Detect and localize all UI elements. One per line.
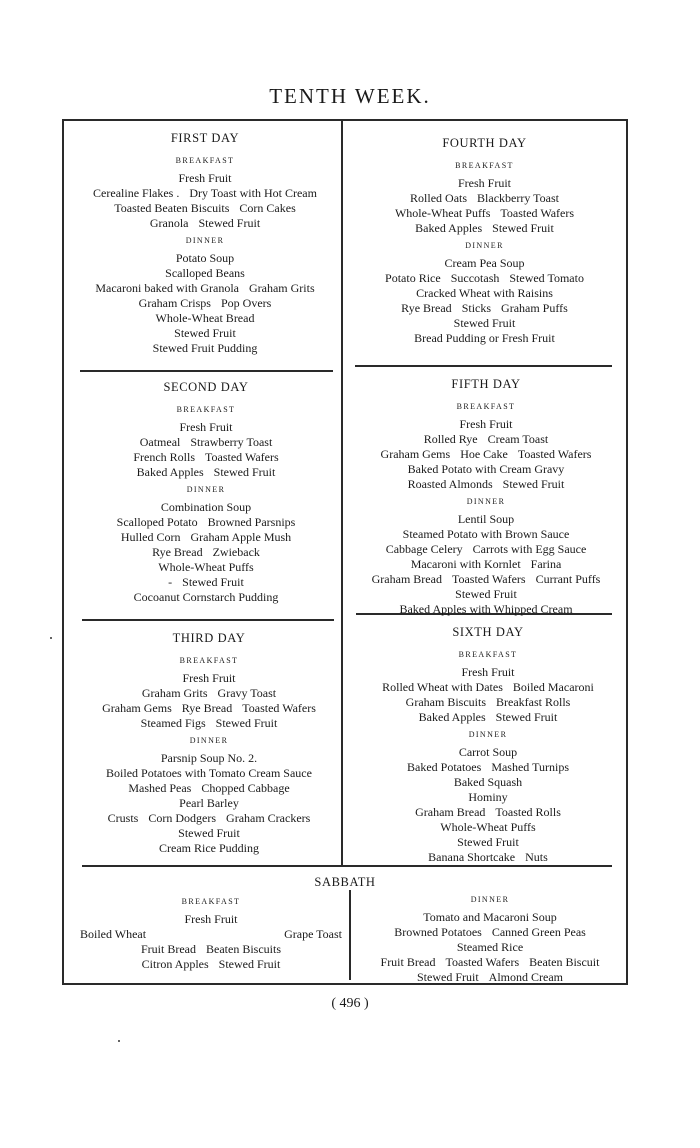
menu-item: Baked Squash <box>453 775 523 789</box>
menu-item: Corn Cakes <box>239 201 296 215</box>
menu-line <box>70 251 340 266</box>
menu-item: Baked Apples <box>418 710 486 724</box>
menu-item: Toasted Wafers <box>242 701 316 715</box>
menu-line <box>76 560 336 575</box>
menu-item: Almond Cream <box>488 970 563 984</box>
menu-item: Scalloped Beans <box>165 266 245 280</box>
menu-line <box>357 910 623 925</box>
menu-line <box>351 527 621 542</box>
menu-item: Parsnip Soup No. 2. <box>160 751 258 765</box>
menu-item: Stewed Fruit <box>213 465 276 479</box>
menu-line <box>70 311 340 326</box>
menu-item: Cracked Wheat with Raisins <box>416 286 553 300</box>
first-day-menu <box>70 131 340 356</box>
menu-item: Tomato and Macaroni Soup <box>423 910 557 924</box>
menu-item: Gravy Toast <box>217 686 277 700</box>
menu-item: Hulled Corn <box>120 530 181 544</box>
menu-line <box>80 942 342 957</box>
menu-item: Scalloped Potato <box>116 515 198 529</box>
menu-line <box>349 331 620 346</box>
menu-item: Strawberry Toast <box>190 435 273 449</box>
day-title: FOURTH DAY <box>442 136 527 150</box>
column-divider <box>341 121 343 865</box>
day-title: SECOND DAY <box>163 380 249 394</box>
menu-line <box>349 221 620 236</box>
menu-line <box>78 701 340 716</box>
menu-line <box>76 420 336 435</box>
menu-line <box>70 296 340 311</box>
menu-item: Graham Biscuits <box>405 695 486 709</box>
menu-item: Zwieback <box>212 545 260 559</box>
menu-item: Baked Potato with Cream Gravy <box>407 462 565 476</box>
menu-line <box>349 206 620 221</box>
menu-item: Whole-Wheat Puffs <box>394 206 491 220</box>
menu-line <box>351 602 621 617</box>
menu-item: Steamed Figs <box>140 716 206 730</box>
meal-heading: DINNER <box>465 241 504 250</box>
menu-item: Mashed Turnips <box>491 760 569 774</box>
meal-heading: BREAKFAST <box>179 656 239 665</box>
menu-line <box>351 572 621 587</box>
meal-heading: BREAKFAST <box>175 156 235 165</box>
menu-line <box>351 587 621 602</box>
menu-item: Carrots with Egg Sauce <box>472 542 587 556</box>
sabbath-breakfast <box>80 892 342 972</box>
menu-item: Graham Crackers <box>226 811 311 825</box>
meal-heading: BREAKFAST <box>456 402 516 411</box>
menu-line <box>70 216 340 231</box>
menu-line <box>76 590 336 605</box>
day-title: THIRD DAY <box>172 631 246 645</box>
menu-item: Rolled Wheat with Dates <box>382 680 503 694</box>
menu-line <box>76 465 336 480</box>
menu-line <box>78 751 340 766</box>
menu-item: Fresh Fruit <box>182 671 236 685</box>
day-title: SIXTH DAY <box>452 625 524 639</box>
menu-item: Cream Toast <box>487 432 549 446</box>
menu-line <box>357 925 623 940</box>
menu-line <box>353 695 623 710</box>
menu-item: Rye Bread <box>181 701 233 715</box>
sixth-day-menu <box>353 625 623 865</box>
page-number: ( 496 ) <box>331 996 369 1011</box>
menu-line <box>353 805 623 820</box>
menu-line <box>349 176 620 191</box>
menu-item: Toasted Wafers <box>517 447 592 461</box>
meal-heading: BREAKFAST <box>181 897 241 906</box>
menu-item: Hominy <box>468 790 508 804</box>
day-title: FIRST DAY <box>170 131 240 145</box>
menu-item: Pearl Barley <box>179 796 239 810</box>
menu-item: Fruit Bread <box>380 955 436 969</box>
menu-line <box>351 542 621 557</box>
page-title: TENTH WEEK. <box>269 84 431 108</box>
menu-line <box>353 850 623 865</box>
menu-line <box>349 256 620 271</box>
menu-line <box>353 790 623 805</box>
menu-item: Stewed Fruit <box>453 316 516 330</box>
menu-item: Graham Apple Mush <box>190 530 292 544</box>
menu-line <box>351 557 621 572</box>
menu-item: Sticks <box>461 301 492 315</box>
menu-item: Beaten Biscuits <box>206 942 281 956</box>
sabbath-dinner <box>357 890 623 985</box>
menu-line <box>70 281 340 296</box>
menu-item: Bread Pudding or Fresh Fruit <box>414 331 555 345</box>
menu-line <box>349 271 620 286</box>
menu-item: Boiled Potatoes with Tomato Cream Sauce <box>106 766 312 780</box>
menu-line <box>76 575 336 590</box>
meal-heading: DINNER <box>186 485 226 494</box>
menu-item: Steamed Potato with Brown Sauce <box>402 527 570 541</box>
menu-line <box>76 545 336 560</box>
menu-line <box>353 775 623 790</box>
menu-item: Fresh Fruit <box>184 912 238 926</box>
row-divider-right-1 <box>355 365 612 367</box>
menu-item: Graham Grits <box>141 686 208 700</box>
third-day-menu <box>78 631 340 856</box>
day-title: FIFTH DAY <box>451 377 521 391</box>
menu-line <box>349 301 620 316</box>
meal-heading: DINNER <box>468 730 508 739</box>
menu-line <box>80 927 342 942</box>
menu-item: Baked Apples <box>415 221 483 235</box>
menu-item: Grape Toast <box>284 927 342 941</box>
menu-item: Macaroni with Kornlet <box>410 557 521 571</box>
ink-speck <box>118 1040 120 1042</box>
menu-line <box>78 716 340 731</box>
menu-item: Graham Puffs <box>501 301 568 315</box>
menu-item: French Rolls <box>133 450 196 464</box>
row-divider-left-1 <box>80 370 333 372</box>
menu-line <box>353 745 623 760</box>
menu-item: Cocoanut Cornstarch Pudding <box>133 590 279 604</box>
menu-line <box>70 341 340 356</box>
menu-item: Stewed Tomato <box>509 271 584 285</box>
menu-item: Chopped Cabbage <box>201 781 290 795</box>
menu-item: Beaten Biscuit <box>529 955 600 969</box>
row-divider-left-2 <box>82 619 334 621</box>
menu-item: Cabbage Celery <box>385 542 463 556</box>
menu-line <box>70 326 340 341</box>
menu-line <box>80 957 342 972</box>
menu-line <box>78 826 340 841</box>
menu-item: Stewed Fruit <box>174 326 236 340</box>
menu-item: Canned Green Peas <box>491 925 586 939</box>
menu-line <box>78 671 340 686</box>
menu-item: Roasted Almonds <box>407 477 493 491</box>
menu-item: Fresh Fruit <box>461 665 515 679</box>
menu-line <box>353 710 623 725</box>
menu-line <box>353 665 623 680</box>
menu-item: Fresh Fruit <box>178 171 232 185</box>
menu-item: Rye Bread <box>401 301 452 315</box>
menu-item: Stewed Fruit <box>417 970 479 984</box>
menu-line <box>76 500 336 515</box>
menu-item: Combination Soup <box>160 500 252 514</box>
menu-item: Graham Gems <box>102 701 172 715</box>
menu-item: Cream Rice Pudding <box>159 841 259 855</box>
menu-item: Nuts <box>525 850 548 864</box>
menu-item: Steamed Rice <box>456 940 524 954</box>
menu-item: Graham Bread <box>415 805 486 819</box>
meal-heading: DINNER <box>189 736 229 745</box>
menu-item: Breakfast Rolls <box>496 695 571 709</box>
menu-item: Granola <box>149 216 189 230</box>
second-day-menu <box>76 380 336 605</box>
menu-item: Fresh Fruit <box>179 420 233 434</box>
menu-item: Browned Parsnips <box>207 515 296 529</box>
menu-item: Graham Gems <box>380 447 451 461</box>
menu-item: Boiled Macaroni <box>512 680 594 694</box>
sabbath-title: SABBATH <box>314 875 376 889</box>
menu-item: Fresh Fruit <box>459 417 513 431</box>
menu-item: Stewed Fruit <box>198 216 261 230</box>
menu-line <box>351 432 621 447</box>
menu-item: Carrot Soup <box>458 745 518 759</box>
menu-item: Fruit Bread <box>141 942 196 956</box>
sabbath-divider <box>82 865 612 867</box>
menu-item: Macaroni baked with Granola <box>95 281 239 295</box>
menu-item: Dry Toast with Hot Cream <box>189 186 317 200</box>
menu-item: Pop Overs <box>220 296 272 310</box>
menu-item: Stewed Fruit <box>215 716 278 730</box>
menu-item: Stewed Fruit <box>457 835 519 849</box>
menu-item: Stewed Fruit Pudding <box>152 341 258 355</box>
menu-item: Toasted Wafers <box>500 206 575 220</box>
fifth-day-menu <box>351 377 621 617</box>
menu-line <box>78 841 340 856</box>
menu-line <box>78 766 340 781</box>
menu-item: Baked Potatoes <box>406 760 482 774</box>
menu-line <box>70 266 340 281</box>
menu-item: Hoe Cake <box>460 447 508 461</box>
menu-line <box>76 450 336 465</box>
menu-item: Lentil Soup <box>457 512 515 526</box>
fourth-day-menu <box>349 136 620 346</box>
menu-line <box>357 955 623 970</box>
meal-heading: BREAKFAST <box>455 161 514 170</box>
menu-item: Toasted Beaten Biscuits <box>114 201 230 215</box>
menu-line <box>78 686 340 701</box>
menu-item: Cream Pea Soup <box>444 256 525 270</box>
menu-item: Toasted Wafers <box>205 450 279 464</box>
menu-item: Toasted Wafers <box>445 955 520 969</box>
menu-item: Toasted Rolls <box>495 805 561 819</box>
menu-item: Farina <box>530 557 562 571</box>
menu-line <box>70 201 340 216</box>
menu-item: Stewed Fruit <box>182 575 244 589</box>
menu-line <box>353 680 623 695</box>
menu-item: Currant Puffs <box>535 572 601 586</box>
meal-heading: BREAKFAST <box>458 650 518 659</box>
menu-line <box>351 462 621 477</box>
menu-item: Whole-Wheat Puffs <box>158 560 254 574</box>
menu-line <box>351 417 621 432</box>
menu-line <box>76 530 336 545</box>
menu-line <box>78 781 340 796</box>
menu-line <box>78 811 340 826</box>
menu-item: Stewed Fruit <box>492 221 554 235</box>
menu-line <box>357 940 623 955</box>
menu-line <box>357 970 623 985</box>
sabbath-column-divider <box>349 890 351 980</box>
meal-heading: DINNER <box>185 236 225 245</box>
menu-item: Rye Bread <box>152 545 203 559</box>
menu-line <box>76 435 336 450</box>
menu-line <box>70 171 340 186</box>
menu-item: Rolled Rye <box>423 432 478 446</box>
menu-line <box>351 512 621 527</box>
meal-heading: DINNER <box>466 497 506 506</box>
menu-line <box>76 515 336 530</box>
menu-item: Graham Bread <box>371 572 442 586</box>
menu-item: Potato Soup <box>175 251 235 265</box>
menu-item: Stewed Fruit <box>455 587 517 601</box>
menu-item: Graham Crisps <box>138 296 211 310</box>
menu-item: Baked Apples with Whipped Cream <box>399 602 573 616</box>
ink-speck <box>50 637 52 639</box>
menu-line <box>353 835 623 850</box>
menu-item: Toasted Wafers <box>451 572 526 586</box>
menu-item: Baked Apples <box>136 465 204 479</box>
menu-item: Blackberry Toast <box>477 191 559 205</box>
menu-line <box>349 286 620 301</box>
menu-item: Whole-Wheat Puffs <box>440 820 536 834</box>
menu-item: Stewed Fruit <box>495 710 558 724</box>
menu-line <box>353 760 623 775</box>
menu-line <box>349 191 620 206</box>
menu-item: Succotash <box>450 271 500 285</box>
menu-item: Whole-Wheat Bread <box>155 311 255 325</box>
menu-item: Cerealine Flakes . <box>93 186 180 200</box>
menu-item: - <box>168 575 173 589</box>
menu-item: Potato Rice <box>385 271 441 285</box>
menu-item: Crusts <box>107 811 139 825</box>
menu-item: Corn Dodgers <box>148 811 217 825</box>
menu-line <box>78 796 340 811</box>
menu-item: Browned Potatoes <box>394 925 482 939</box>
meal-heading: DINNER <box>470 895 510 904</box>
menu-item: Graham Grits <box>248 281 315 295</box>
menu-item: Stewed Fruit <box>178 826 240 840</box>
menu-item: Rolled Oats <box>410 191 468 205</box>
menu-line <box>70 186 340 201</box>
menu-line <box>351 447 621 462</box>
menu-item: Stewed Fruit <box>218 957 281 971</box>
menu-line <box>80 912 342 927</box>
menu-line <box>353 820 623 835</box>
menu-item: Oatmeal <box>139 435 181 449</box>
menu-item: Stewed Fruit <box>502 477 565 491</box>
menu-item: Mashed Peas <box>128 781 192 795</box>
menu-item: Citron Apples <box>141 957 209 971</box>
menu-line <box>351 477 621 492</box>
menu-item: Banana Shortcake <box>428 850 516 864</box>
meal-heading: BREAKFAST <box>176 405 236 414</box>
menu-line <box>349 316 620 331</box>
menu-item: Boiled Wheat <box>80 927 147 941</box>
menu-item: Fresh Fruit <box>457 176 511 190</box>
